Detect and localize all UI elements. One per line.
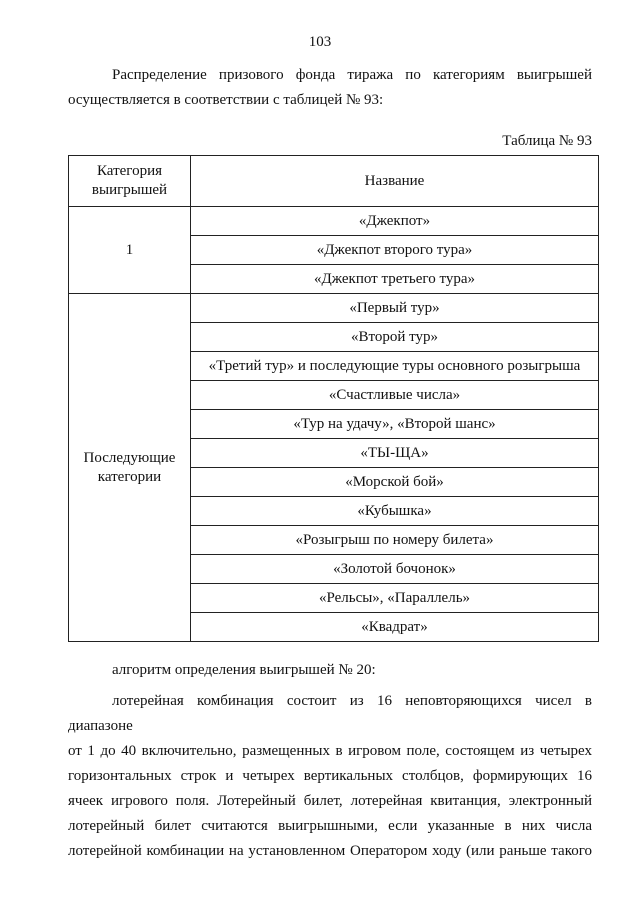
name-cell: «Кубышка» [191,497,599,526]
category-cell: Последующие категории [69,294,191,642]
table-caption: Таблица № 93 [502,133,592,149]
name-cell: «Тур на удачу», «Второй шанс» [191,410,599,439]
category-cell: 1 [69,207,191,294]
body-line: горизонтальных строк и четырех вертикальных столбцов, формирующих 16 [68,768,592,784]
name-cell: «Золотой бочонок» [191,555,599,584]
algorithm-body-paragraph [68,689,592,864]
name-cell: «Квадрат» [191,613,599,642]
name-cell: «Джекпот второго тура» [191,236,599,265]
prize-category-table [68,155,599,642]
name-cell: «Третий тур» и последующие туры основного розыгрыша [191,352,599,381]
body-line: от 1 до 40 включительно, размещенных в игровом поле, состоящем из четырех [68,743,592,759]
body-line: лотерейный билет считаются выигрышными, если указанные в них числа [68,818,592,834]
table-row [69,294,599,323]
name-cell: «Морской бой» [191,468,599,497]
name-cell: «Розыгрыш по номеру билета» [191,526,599,555]
name-cell: «Первый тур» [191,294,599,323]
intro-line-2: осуществляется в соответствии с таблицей № 93: [68,92,384,108]
intro-paragraph [68,63,592,113]
name-cell: «Счастливые числа» [191,381,599,410]
name-cell: «Второй тур» [191,323,599,352]
name-cell: «Рельсы», «Параллель» [191,584,599,613]
body-line: лотерейная комбинация состоит из 16 неповторяющихся чисел в диапазоне [68,693,592,734]
table-row [69,207,599,236]
name-cell: «ТЫ-ЩА» [191,439,599,468]
intro-line-1: Распределение призового фонда тиража по категориям выигрышей [112,67,592,83]
algorithm-heading-paragraph [68,658,592,683]
name-cell: «Джекпот» [191,207,599,236]
body-line: лотерейной комбинации на установленном Оператором ходу (или раньше такого [68,843,592,859]
page-number: 103 [308,34,332,50]
header-name: Название [191,156,599,207]
name-cell: «Джекпот третьего тура» [191,265,599,294]
body-line: ячеек игрового поля. Лотерейный билет, лотерейная квитанция, электронный [68,793,592,809]
algorithm-heading: алгоритм определения выигрышей № 20: [112,662,376,678]
header-category: Категория выигрышей [69,156,191,207]
table-header-row [69,156,599,207]
